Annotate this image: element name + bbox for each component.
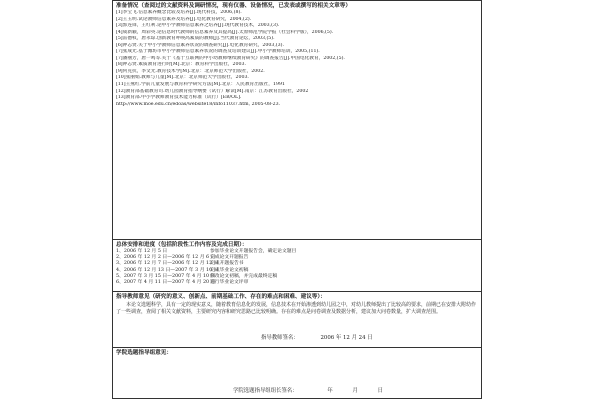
- reference-item: [5]雷德权，唐永琼.创新教育呼唤高素质的教师[J].当代教育论坛，2003,(5).: [116, 36, 275, 42]
- college-opinion-heading: 学院选题指导组意见：: [116, 350, 172, 356]
- reference-item: [7]潘丽芳，唐一鸣等.关于《基于互联网的中小幼教师继续教育研究》的调查报告[J].中国电化教育，2002,(5).: [116, 55, 345, 61]
- schedule-date: 4、2006 年 12 月 13 日—2007 年 3 月 10 日: [116, 267, 219, 273]
- advisor-signature-label: 指导教师签名：: [261, 335, 299, 341]
- reference-item: [10]张丽娟.教师与儿童[M].北京：北京师范大学出版社，2003.: [116, 75, 249, 81]
- reference-item: [7]张成光.基于潍坊市中小学教师信息素养状况的调查及培训建议[J].中小学教师培训，2005,(11).: [116, 49, 320, 55]
- schedule-task: 完成论文开题报告: [210, 255, 249, 261]
- schedule-task: 完成开题报告书: [210, 261, 244, 267]
- advisor-signature-line: [261, 333, 373, 341]
- reference-item: [11]王燕红.学前儿童发展与教育科学研究方法[M].北京：人民教育出版社，1991: [116, 82, 285, 88]
- advisor-opinion-section: [113, 292, 481, 348]
- schedule-date: 2、2006 年 12 月 2 日—2006 年 12 月 6 日: [116, 255, 216, 261]
- schedule-date: 3、2006 年 12 月 7 日—2006 年 12 月 12 日: [116, 261, 219, 267]
- day-label: 日: [377, 388, 384, 394]
- year-label: 年: [327, 388, 333, 394]
- reference-item: [1]李宝飞.信息素养概念比较及培养[J].现代科技，2006,(8).: [116, 10, 242, 15]
- college-signature-line: [233, 386, 383, 394]
- schedule-task: 修改论文初稿，并完成最终定稿: [210, 273, 278, 279]
- preparation-section: [113, 1, 481, 240]
- reference-item: [6]钟志贤.关于中小学教师信息素养状况的调查研究[J].电化教育研究，2003,(3).: [116, 42, 284, 48]
- schedule-date: 1、2006 年 12 月 5 日: [116, 249, 168, 254]
- reference-item: [4]成新颖，周彩英.论信息时代教师的信息素养及其提高[J].太原师范学院学报（社会科学版），2006,(5).: [116, 29, 334, 35]
- schedule-date: 6、2007 年 4 月 11 日—2007 年 4 月 20 日: [116, 280, 216, 286]
- schedule-date: 5、2007 年 3 月 15 日—2007 年 4 月 10 日: [116, 273, 216, 279]
- schedule-task: 参加毕业论文开题报告会，确定论文题目: [210, 249, 297, 254]
- schedule-row: [116, 280, 478, 286]
- reference-item: [3]郭连锋，王红利.论中小学教师信息素养之培养[J].现代教育技术，2003,(3).: [116, 23, 280, 29]
- college-opinion-section: [113, 348, 481, 398]
- reference-item: [12]教育部基础教育司.幼儿园教育指导纲要（试行）解读[M].南京：江苏教育出版社，2002: [116, 88, 309, 94]
- college-signature-label: 学院选题指导组组长签名：: [233, 388, 298, 394]
- schedule-section: [113, 240, 481, 292]
- schedule-task: 进行毕业论文评审: [210, 280, 249, 286]
- advisor-opinion-heading: 指导教师意见（研究的意义、创新点、前期基础工作、存在的难点和困难、建议等）：: [116, 294, 326, 300]
- reference-url: http://www.moe.edu.cn/edoas/website18/info11037.htm, 2005-08-23.: [116, 101, 281, 107]
- proposal-form: [112, 0, 482, 399]
- advisor-signature-date: 2006 年 12 月 24 日: [320, 335, 373, 341]
- reference-item: [2]王玉明.试论教师信息素养及培养[J].电化教育研究，2004,(2).: [116, 16, 252, 22]
- reference-item: [9]何克抗，李文光.教育技术学[M].北京：北京师范大学出版社，2002.: [116, 68, 265, 74]
- schedule-task: 完成毕业论文初稿: [210, 267, 249, 273]
- reference-list: [116, 10, 478, 108]
- reference-item: [13]教育部.中小学教师教育技术能力标准（试行）[EB/OL].: [116, 95, 242, 101]
- preparation-heading: 准备情况（查阅过的文献资料及调研情况，现有仪器、设备情况，已发表或撰写的相关文章等）: [116, 3, 351, 9]
- reference-item: [8]钟志贤.素质教育进行时[M].北京：教育科学出版社，2003.: [116, 62, 246, 68]
- schedule-heading: 总体安排和进度（包括阶段性工作内容及完成日期）：: [116, 242, 248, 248]
- month-label: 月: [352, 388, 358, 394]
- advisor-opinion-text: 本论文选题科学，具有一定的现实意义，随着教育信息化的发展，信息技术在开始渗透到幼儿园之中，对幼儿教师提出了比较高的要求，前期已在安排大附幼作了一些调查，查阅了相关文献资料，主要研究内容和研究思路已比较明确。存在的难点是问卷调查及数据分析，建议加大问卷数量，扩大调查范围。: [116, 302, 477, 316]
